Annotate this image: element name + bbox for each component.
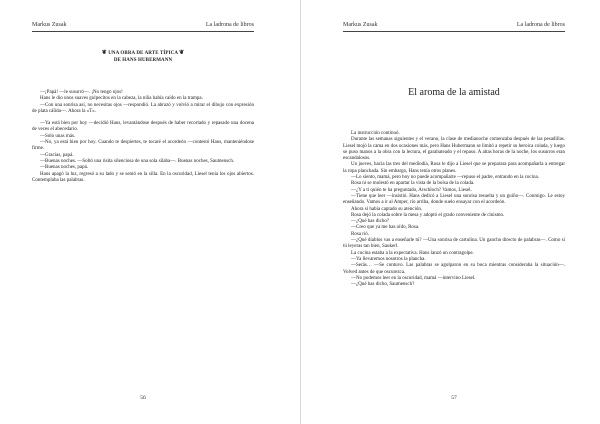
paragraph: —No podemos leer en la oscuridad, mamá —intervino Liesel. bbox=[351, 275, 476, 281]
body-text bbox=[32, 90, 254, 184]
header-author: Markus Zusak bbox=[32, 22, 67, 28]
paragraph: —¿Qué has dicho, Saumensch? bbox=[351, 282, 415, 288]
paragraph: Un jueves, hacia las tres del mediodía, Rosa le dijo a Liesel que se preparara para acompañarla a entregar la ropa planchada. Sin embargo, Hans tenía otros planes. bbox=[343, 162, 565, 174]
running-head bbox=[32, 22, 254, 28]
right-page bbox=[300, 0, 600, 424]
paragraph: —Solo unas más. bbox=[40, 133, 76, 139]
paragraph: —Buenas noches, papá. bbox=[40, 165, 89, 171]
section-title-line2: DE HANS HUBERMANN bbox=[113, 58, 173, 63]
paragraph: —Gracias, papá. bbox=[40, 152, 74, 158]
paragraph: —Con una sonrisa así, no necesitas ojos —respondió. La abrazó y volvió a mirar el dibujo con expresión de plata cálida—. Ahora la «T». bbox=[32, 102, 254, 114]
section-title bbox=[32, 50, 254, 64]
body-text bbox=[343, 131, 565, 288]
paragraph: —Tiene que leer —insistió. Hans dedicó a Liesel una sonrisa resuelta y un guiño—. Conmigo. Le estoy enseñando. Vamos a ir al Amper, río arriba, donde suelo ensayar con el acordeón. bbox=[343, 193, 565, 206]
header-book-title: La ladrona de libros bbox=[205, 22, 254, 28]
chapter-title: El aroma de la amistad bbox=[408, 87, 500, 98]
paragraph: Durante las semanas siguientes y el verano, la clase de medianoche comenzaba después de las pesadillas. Liesel mojó la cama en dos ocasiones más, pero Hans Hubermann se limitó a repetir su heroica colada, y luego se puso manos a la obra con la lectura, el garabateado y el repaso. A altas horas de la noche, los susurros eran escandalosos. bbox=[343, 137, 566, 162]
running-head bbox=[343, 22, 565, 28]
section-title-line1: UNA OBRA DE ARTE TÍPICA bbox=[108, 51, 178, 56]
paragraph: Ahora sí había captado su atención. bbox=[351, 206, 423, 212]
header-rule bbox=[343, 31, 565, 32]
paragraph: Rosa dejó la colada sobre la mesa y adoptó el grado conveniente de cinismo. bbox=[351, 212, 505, 218]
paragraph: La instrucción continuó. bbox=[351, 131, 400, 136]
paragraph: Hans apagó la luz, regresó a su lado y se sentó en la silla. En la oscuridad, Liesel tenía los ojos abiertos. Contemplaba las palabras. bbox=[32, 171, 254, 183]
paragraph: —Ya llevaremos nosotros la plancha. bbox=[351, 256, 426, 262]
paragraph: La cocina estaba a la expectativa. Hans lanzó un contragolpe. bbox=[351, 250, 474, 256]
paragraph: —¿Qué has dicho? bbox=[351, 219, 390, 225]
paragraph: —Serás… —Se contuvo. Las palabras se agolparon en su boca mientras consideraba la situación—. Volved antes de que oscurezca. bbox=[343, 263, 565, 275]
paragraph: Rosa ni se molestó en apartar la vista de la bolsa de la colada. bbox=[351, 181, 475, 187]
paragraph: —Ya está bien por hoy —decidió Hans, levantándose después de haber recortado y repasado una docena de veces el abecedario. bbox=[32, 121, 254, 133]
paragraph: —Lo siento, mamá, pero hoy no puede acompañarte —repuso el padre, entrando en la cocina. bbox=[351, 175, 539, 181]
page-number: 56 bbox=[140, 395, 146, 401]
header-author: Markus Zusak bbox=[343, 22, 378, 28]
ornament-right-icon: ❦ bbox=[179, 50, 185, 56]
paragraph: —Creo que ya me has oído, Rosa. bbox=[351, 225, 420, 231]
paragraph: —No, ya está bien por hoy. Cuando te despiertes, te tocaré el acordeón —contestó Hans, manteniéndose firme. bbox=[32, 140, 254, 152]
paragraph: Rosa rió. bbox=[351, 231, 370, 237]
paragraph: Hans le dio unos suaves golpecitos en la cabeza, la niña había caído en la trampa. bbox=[40, 96, 203, 102]
paragraph: —¡Papá! —le susurró—. ¡No tengo ojos! bbox=[40, 90, 123, 95]
paragraph: —¿Qué diablos vas a enseñarle tú? —Una sonrisa de cartulina. Un gancho directo de palabras—. Como si tú leyeras tan bien, Saukerl. bbox=[343, 238, 565, 250]
paragraph: —¿Y a ti quién te ha preguntado, Arschloch? Vamos, Liesel. bbox=[351, 187, 472, 193]
page-number: 57 bbox=[451, 395, 457, 401]
ornament-left-icon: ❦ bbox=[101, 50, 107, 56]
header-rule bbox=[32, 31, 254, 32]
paragraph: —Buenas noches. —Soltó una risita silenciosa de una sola sílaba—. Buenas noches, Saumensch. bbox=[40, 158, 235, 164]
header-book-title: La ladrona de libros bbox=[516, 22, 565, 28]
